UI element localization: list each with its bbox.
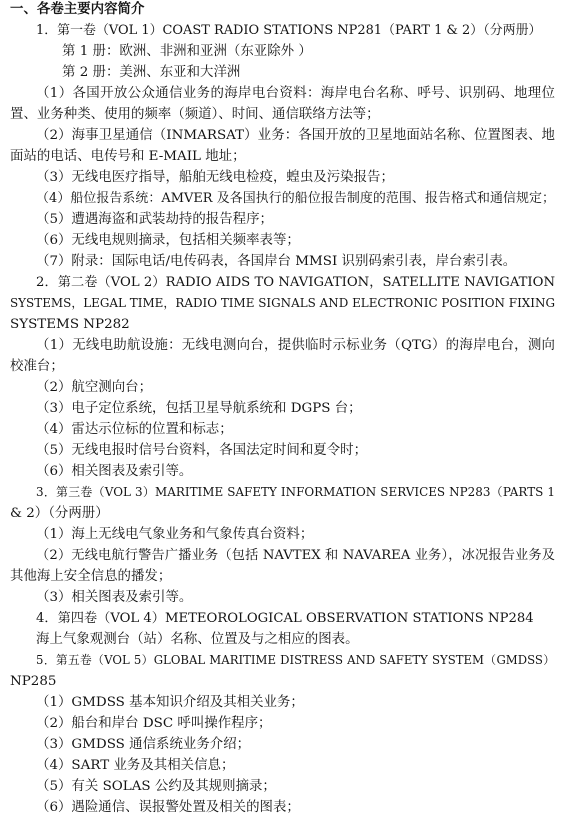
volume-1-book-2: 第 2 册：美洲、东亚和大洋洲	[62, 65, 241, 80]
volume-4-desc: 海上气象观测台（站）名称、位置及与之相应的图表。	[36, 632, 359, 647]
volume-1-heading: 1．第一卷（VOL 1）COAST RADIO STATIONS NP281（PART 1 & 2）（分两册）	[36, 23, 542, 38]
volume-3-item-1: （1）海上无线电气象业务和气象传真台资料；	[36, 527, 314, 542]
volume-1-item-5: （5）遭遇海盗和武装劫持的报告程序；	[36, 212, 273, 227]
volume-1-item-6: （6）无线电规则摘录，包括相关频率表等；	[36, 233, 300, 248]
volume-5-heading: 5．第五卷（VOL 5）GLOBAL MARITIME DISTRESS AND SAFETY SYSTEM（GMDSS）	[36, 653, 555, 667]
volume-1-item-1: （1）各国开放公众通信业务的海岸电台资料：海岸电台名称、呼号、识别码、地理位	[36, 86, 555, 101]
volume-5-item-3: （3）GMDSS 通信系统业务介绍；	[36, 737, 251, 752]
volume-1-book-1: 第 1 册：欧洲、非洲和亚洲（东亚除外 ）	[62, 44, 312, 59]
volume-3-item-3: （3）相关图表及索引等。	[36, 590, 193, 605]
volume-5-heading-cont: NP285	[10, 674, 57, 689]
volume-2-item-2: （2）航空测向台；	[36, 380, 153, 395]
volume-2-item-4: （4）雷达示位标的位置和标志；	[36, 422, 233, 437]
volume-3-item-2: （2）无线电航行警告广播业务（包括 NAVTEX 和 NAVAREA 业务），冰况报告业务及	[36, 548, 555, 563]
volume-2-heading-cont-1: SYSTEMS，LEGAL TIME，RADIO TIME SIGNALS AND ELECTRONIC POSITION FIXING	[10, 296, 555, 310]
volume-2-heading-cont-2: SYSTEMS NP282	[10, 317, 130, 332]
volume-3-heading: 3．第三卷（VOL 3）MARITIME SAFETY INFORMATION SERVICES NP283（PARTS 1	[36, 485, 555, 499]
volume-2-item-5: （5）无线电报时信号台资料，各国法定时间和夏令时；	[36, 443, 368, 458]
volume-5-item-5: （5）有关 SOLAS 公约及其规则摘录；	[36, 779, 276, 794]
volume-2-item-1-cont: 校准台；	[10, 359, 64, 374]
volume-1-item-2: （2）海事卫星通信（INMARSAT）业务：各国开放的卫星地面站名称、位置图表、地	[36, 128, 555, 143]
volume-5-item-2: （2）船台和岸台 DSC 呼叫操作程序；	[36, 716, 272, 731]
volume-1-item-2-cont: 面站的电话、电传号和 E-MAIL 地址；	[10, 149, 246, 164]
volume-5-item-1: （1）GMDSS 基本知识介绍及其相关业务；	[36, 695, 304, 710]
section-title: 一、各卷主要内容简介	[10, 2, 145, 17]
volume-1-item-1-cont: 置、业务种类、使用的频率（频道）、时间、通信联络方法等；	[10, 107, 380, 122]
volume-5-item-6: （6）遇险通信、误报警处置及相关的图表；	[36, 800, 300, 815]
volume-1-item-3: （3）无线电医疗指导，船舶无线电检疫，蝗虫及污染报告；	[36, 170, 394, 185]
volume-2-heading: 2．第二卷（VOL 2）RADIO AIDS TO NAVIGATION，SATELLITE NAVIGATION	[36, 275, 555, 290]
volume-2-item-3: （3）电子定位系统，包括卫星导航系统和 DGPS 台；	[36, 401, 362, 416]
volume-2-item-6: （6）相关图表及索引等。	[36, 464, 193, 479]
volume-4-heading: 4．第四卷（VOL 4）METEOROLOGICAL OBSERVATION STATIONS NP284	[36, 611, 534, 626]
volume-1-item-4: （4）船位报告系统：AMVER 及各国执行的船位报告制度的范围、报告格式和通信规定；	[36, 191, 555, 206]
volume-2-item-1: （1）无线电助航设施：无线电测向台，提供临时示标业务（QTG）的海岸电台，测向	[36, 338, 555, 353]
volume-1-item-7: （7）附录：国际电话/电传码表，各国岸台 MMSI 识别码索引表，岸台索引表。	[36, 254, 517, 269]
volume-3-heading-cont: & 2）（分两册）	[10, 506, 109, 521]
volume-5-item-4: （4）SART 业务及其相关信息；	[36, 758, 235, 773]
volume-3-item-2-cont: 其他海上安全信息的播发；	[10, 569, 172, 584]
